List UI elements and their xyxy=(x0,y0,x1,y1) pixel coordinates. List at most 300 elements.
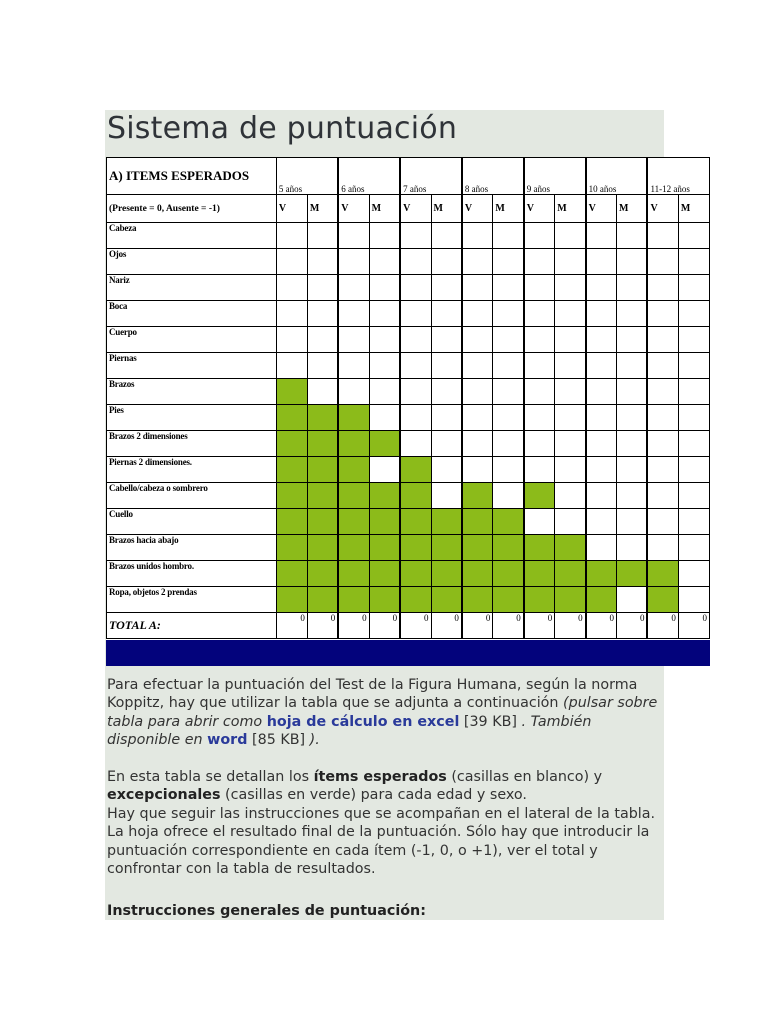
instructions-heading-text: Instrucciones generales de puntuación: xyxy=(107,903,426,919)
scoring-table[interactable] xyxy=(106,157,710,666)
expected-cell[interactable] xyxy=(307,327,338,353)
expected-cell[interactable] xyxy=(524,301,555,327)
exceptional-cell[interactable] xyxy=(276,561,307,587)
exceptional-cell[interactable] xyxy=(338,509,369,535)
subheader-row xyxy=(107,195,710,223)
expected-cell[interactable] xyxy=(431,483,462,509)
expected-cell[interactable] xyxy=(338,353,369,379)
word-size: [85 KB] xyxy=(247,732,310,749)
exceptional-cell[interactable] xyxy=(462,561,493,587)
intro-note-1: (pulsar sobre tabla para abrir como xyxy=(107,695,658,730)
expected-cell[interactable] xyxy=(493,275,524,301)
expected-cell[interactable] xyxy=(586,249,617,275)
exceptional-cell[interactable] xyxy=(400,561,431,587)
expected-cell[interactable] xyxy=(617,223,648,249)
expected-cell[interactable] xyxy=(617,457,648,483)
expected-cell[interactable] xyxy=(400,405,431,431)
expected-cell[interactable] xyxy=(678,353,709,379)
table-row xyxy=(107,223,710,249)
expected-cell[interactable] xyxy=(400,223,431,249)
exceptional-cell[interactable] xyxy=(555,535,586,561)
exceptional-cell[interactable] xyxy=(524,483,555,509)
table-row xyxy=(107,483,710,509)
expected-cell[interactable] xyxy=(586,353,617,379)
header-row xyxy=(107,158,710,195)
expected-cell[interactable] xyxy=(493,457,524,483)
expected-cell[interactable] xyxy=(678,431,709,457)
expected-cell[interactable] xyxy=(338,223,369,249)
exceptional-cell[interactable] xyxy=(307,457,338,483)
expected-cell[interactable] xyxy=(617,275,648,301)
total-value: 0 xyxy=(647,613,678,639)
expected-cell[interactable] xyxy=(369,379,400,405)
exceptional-cell[interactable] xyxy=(431,587,462,613)
expected-cell[interactable] xyxy=(400,353,431,379)
explanation-text-4: Hay que seguir las instrucciones que se acompañan en el lateral de la tabla. La hoja ofrece el resultado final de la puntuación. Sólo hay que introducir la puntuación correspondiente en cada ítem (-1, 0, o +1), ver el total y confrontar con la tabla de resultados. xyxy=(107,805,656,878)
expected-cell[interactable] xyxy=(369,249,400,275)
expected-cell[interactable] xyxy=(586,483,617,509)
expected-cell[interactable] xyxy=(647,275,678,301)
expected-cell[interactable] xyxy=(431,405,462,431)
expected-cell[interactable] xyxy=(617,327,648,353)
total-value: 0 xyxy=(617,613,648,639)
expected-cell[interactable] xyxy=(617,535,648,561)
exceptional-cell[interactable] xyxy=(400,535,431,561)
exceptional-cell[interactable] xyxy=(276,535,307,561)
sex-label: M xyxy=(431,195,462,223)
expected-cell[interactable] xyxy=(524,509,555,535)
exceptional-cell[interactable] xyxy=(524,535,555,561)
exceptional-cell[interactable] xyxy=(524,561,555,587)
expected-cell[interactable] xyxy=(276,353,307,379)
expected-cell[interactable] xyxy=(462,457,493,483)
total-value: 0 xyxy=(678,613,709,639)
exceptional-cell[interactable] xyxy=(369,561,400,587)
explanation-text-3: (casillas en verde) para cada edad y sexo. xyxy=(220,787,527,804)
exceptional-cell[interactable] xyxy=(338,535,369,561)
expected-cell[interactable] xyxy=(586,405,617,431)
age-group-label: 6 años xyxy=(338,158,400,195)
expected-cell[interactable] xyxy=(524,223,555,249)
expected-cell[interactable] xyxy=(369,327,400,353)
expected-cell[interactable] xyxy=(555,301,586,327)
total-value: 0 xyxy=(524,613,555,639)
expected-cell[interactable] xyxy=(307,275,338,301)
sex-label: V xyxy=(647,195,678,223)
expected-cell[interactable] xyxy=(493,327,524,353)
expected-cell[interactable] xyxy=(555,249,586,275)
total-row xyxy=(107,613,710,639)
expected-cell[interactable] xyxy=(647,249,678,275)
expected-cell[interactable] xyxy=(678,301,709,327)
explanation-text-1: En esta tabla se detallan los xyxy=(107,769,314,785)
table-row xyxy=(107,379,710,405)
total-value: 0 xyxy=(276,613,307,639)
item-label: Ropa, objetos 2 prendas xyxy=(107,587,277,613)
exceptional-cell[interactable] xyxy=(338,405,369,431)
item-label: Piernas xyxy=(107,353,277,379)
expected-cell[interactable] xyxy=(647,223,678,249)
total-value: 0 xyxy=(400,613,431,639)
exceptional-cell[interactable] xyxy=(431,509,462,535)
exceptional-cell[interactable] xyxy=(369,509,400,535)
expected-cell[interactable] xyxy=(431,249,462,275)
expected-cell[interactable] xyxy=(647,379,678,405)
instructions-heading xyxy=(107,902,667,920)
expected-cell[interactable] xyxy=(400,431,431,457)
expected-cell[interactable] xyxy=(462,353,493,379)
exceptional-cell[interactable] xyxy=(493,587,524,613)
age-group-label: 9 años xyxy=(524,158,586,195)
exceptional-cell[interactable] xyxy=(647,587,678,613)
table-row xyxy=(107,405,710,431)
expected-cell[interactable] xyxy=(555,457,586,483)
exceptional-cell[interactable] xyxy=(307,587,338,613)
table-row xyxy=(107,327,710,353)
exceptional-cell[interactable] xyxy=(276,587,307,613)
expected-cell[interactable] xyxy=(617,483,648,509)
total-value: 0 xyxy=(338,613,369,639)
exceptional-cell[interactable] xyxy=(369,431,400,457)
expected-cell[interactable] xyxy=(586,223,617,249)
expected-cell[interactable] xyxy=(524,379,555,405)
age-group-label: 5 años xyxy=(276,158,338,195)
expected-cell[interactable] xyxy=(678,223,709,249)
expected-cell[interactable] xyxy=(462,379,493,405)
age-group-label: 11-12 años xyxy=(647,158,709,195)
exceptional-cell[interactable] xyxy=(400,587,431,613)
expected-cell[interactable] xyxy=(400,249,431,275)
item-label: Brazos hacia abajo xyxy=(107,535,277,561)
age-group-label: 7 años xyxy=(400,158,462,195)
expected-cell[interactable] xyxy=(678,561,709,587)
expected-cell[interactable] xyxy=(617,509,648,535)
item-label: Nariz xyxy=(107,275,277,301)
exceptional-cell[interactable] xyxy=(338,561,369,587)
expected-cell[interactable] xyxy=(431,431,462,457)
expected-cell[interactable] xyxy=(524,353,555,379)
expected-cell[interactable] xyxy=(462,431,493,457)
total-value: 0 xyxy=(462,613,493,639)
expected-cell[interactable] xyxy=(369,275,400,301)
exceptional-cell[interactable] xyxy=(400,483,431,509)
expected-cell[interactable] xyxy=(647,405,678,431)
sex-label: V xyxy=(586,195,617,223)
exceptional-cell[interactable] xyxy=(462,509,493,535)
age-group-label: 10 años xyxy=(586,158,648,195)
table-footer-bar xyxy=(106,640,710,666)
table-row xyxy=(107,249,710,275)
exceptional-cell[interactable] xyxy=(307,535,338,561)
expected-cell[interactable] xyxy=(431,379,462,405)
expected-cell[interactable] xyxy=(276,223,307,249)
table-row xyxy=(107,431,710,457)
expected-cell[interactable] xyxy=(586,431,617,457)
item-label: Brazos xyxy=(107,379,277,405)
exceptional-cell[interactable] xyxy=(307,483,338,509)
expected-cell[interactable] xyxy=(524,327,555,353)
exceptional-cell[interactable] xyxy=(307,509,338,535)
table-row xyxy=(107,301,710,327)
expected-cell[interactable] xyxy=(462,249,493,275)
sex-label: V xyxy=(276,195,307,223)
expected-cell[interactable] xyxy=(431,275,462,301)
scoring-grid[interactable] xyxy=(106,157,710,639)
item-label: Boca xyxy=(107,301,277,327)
expected-cell[interactable] xyxy=(338,379,369,405)
expected-cell[interactable] xyxy=(617,405,648,431)
expected-cell[interactable] xyxy=(493,249,524,275)
expected-cell[interactable] xyxy=(431,353,462,379)
explanation-paragraph xyxy=(107,768,667,878)
scoring-legend: (Presente = 0, Ausente = -1) xyxy=(107,195,277,223)
exceptional-cell[interactable] xyxy=(524,587,555,613)
page-title: Sistema de puntuación xyxy=(107,111,458,146)
total-label: TOTAL A: xyxy=(107,613,277,639)
table-row xyxy=(107,535,710,561)
item-label: Cabello/cabeza o sombrero xyxy=(107,483,277,509)
expected-cell[interactable] xyxy=(555,483,586,509)
total-value: 0 xyxy=(555,613,586,639)
exceptional-cell[interactable] xyxy=(338,431,369,457)
exceptional-cell[interactable] xyxy=(586,587,617,613)
sex-label: M xyxy=(678,195,709,223)
word-link[interactable]: word xyxy=(207,732,248,749)
expected-cell[interactable] xyxy=(462,223,493,249)
total-value: 0 xyxy=(493,613,524,639)
expected-cell[interactable] xyxy=(617,587,648,613)
expected-cell[interactable] xyxy=(617,353,648,379)
expected-cell[interactable] xyxy=(524,275,555,301)
exceptional-cell[interactable] xyxy=(555,561,586,587)
intro-note-2: . También disponible en xyxy=(107,713,592,749)
excel-size: [39 KB] xyxy=(459,713,522,730)
expected-cell[interactable] xyxy=(462,327,493,353)
exceptional-cell[interactable] xyxy=(338,587,369,613)
expected-cell[interactable] xyxy=(400,301,431,327)
expected-cell[interactable] xyxy=(678,457,709,483)
expected-cell[interactable] xyxy=(678,587,709,613)
sex-label: V xyxy=(524,195,555,223)
expected-cell[interactable] xyxy=(369,301,400,327)
expected-cell[interactable] xyxy=(493,405,524,431)
exceptional-cell[interactable] xyxy=(276,483,307,509)
expected-cell[interactable] xyxy=(400,379,431,405)
expected-cell[interactable] xyxy=(678,249,709,275)
expected-cell[interactable] xyxy=(338,327,369,353)
exceptional-cell[interactable] xyxy=(276,379,307,405)
expected-cell[interactable] xyxy=(524,249,555,275)
exceptional-cell[interactable] xyxy=(493,561,524,587)
explanation-text-2: (casillas en blanco) y xyxy=(446,769,603,785)
expected-cell[interactable] xyxy=(338,301,369,327)
expected-cell[interactable] xyxy=(586,535,617,561)
exceptional-cell[interactable] xyxy=(369,587,400,613)
exceptional-cell[interactable] xyxy=(462,587,493,613)
expected-cell[interactable] xyxy=(431,327,462,353)
expected-cell[interactable] xyxy=(617,301,648,327)
expected-cell[interactable] xyxy=(493,353,524,379)
sex-label: M xyxy=(369,195,400,223)
exceptional-cell[interactable] xyxy=(493,535,524,561)
exceptional-cell[interactable] xyxy=(493,509,524,535)
sex-label: M xyxy=(493,195,524,223)
item-label: Cuerpo xyxy=(107,327,277,353)
exceptional-cell[interactable] xyxy=(276,431,307,457)
expected-cell[interactable] xyxy=(462,405,493,431)
expected-cell[interactable] xyxy=(276,327,307,353)
expected-cell[interactable] xyxy=(493,301,524,327)
exceptional-cell[interactable] xyxy=(617,561,648,587)
table-row xyxy=(107,561,710,587)
intro-note-3: ). xyxy=(309,732,320,749)
expected-cell[interactable] xyxy=(555,327,586,353)
total-value: 0 xyxy=(369,613,400,639)
expected-cell[interactable] xyxy=(647,535,678,561)
expected-cell[interactable] xyxy=(555,431,586,457)
expected-cell[interactable] xyxy=(678,483,709,509)
item-label: Piernas 2 dimensiones. xyxy=(107,457,277,483)
expected-cell[interactable] xyxy=(307,223,338,249)
sex-label: M xyxy=(307,195,338,223)
exceptional-cell[interactable] xyxy=(307,431,338,457)
exceptional-cell[interactable] xyxy=(400,509,431,535)
expected-cell[interactable] xyxy=(647,509,678,535)
expected-cell[interactable] xyxy=(586,509,617,535)
expected-cell[interactable] xyxy=(647,301,678,327)
exceptional-cell[interactable] xyxy=(338,483,369,509)
sex-label: M xyxy=(617,195,648,223)
expected-cell[interactable] xyxy=(338,275,369,301)
item-label: Cuello xyxy=(107,509,277,535)
table-row xyxy=(107,457,710,483)
expected-cell[interactable] xyxy=(617,379,648,405)
expected-cell[interactable] xyxy=(647,457,678,483)
expected-cell[interactable] xyxy=(586,327,617,353)
total-value: 0 xyxy=(431,613,462,639)
expected-cell[interactable] xyxy=(524,431,555,457)
expected-cell[interactable] xyxy=(586,379,617,405)
expected-cell[interactable] xyxy=(617,249,648,275)
expected-cell[interactable] xyxy=(307,249,338,275)
expected-cell[interactable] xyxy=(555,509,586,535)
exceptional-cell[interactable] xyxy=(431,561,462,587)
expected-cell[interactable] xyxy=(678,379,709,405)
expected-cell[interactable] xyxy=(586,301,617,327)
exceptional-cell[interactable] xyxy=(462,535,493,561)
sex-label: V xyxy=(462,195,493,223)
total-value: 0 xyxy=(307,613,338,639)
expected-cell[interactable] xyxy=(678,275,709,301)
expected-cell[interactable] xyxy=(555,353,586,379)
item-label: Brazos unidos hombro. xyxy=(107,561,277,587)
expected-cell[interactable] xyxy=(276,275,307,301)
item-label: Brazos 2 dimensiones xyxy=(107,431,277,457)
expected-cell[interactable] xyxy=(555,275,586,301)
exceptional-cell[interactable] xyxy=(338,457,369,483)
table-row xyxy=(107,275,710,301)
expected-cell[interactable] xyxy=(369,223,400,249)
table-header: A) ITEMS ESPERADOS xyxy=(107,158,277,195)
exceptional-cell[interactable] xyxy=(276,509,307,535)
expected-cell[interactable] xyxy=(678,405,709,431)
sex-label: V xyxy=(400,195,431,223)
sex-label: V xyxy=(338,195,369,223)
expected-cell[interactable] xyxy=(647,483,678,509)
expected-cell[interactable] xyxy=(555,223,586,249)
intro-text-1: Para efectuar la puntuación del Test de la Figura Humana, según la norma Koppitz, hay que utilizar la tabla que se adjunta a continuación xyxy=(107,677,638,712)
exceptional-items-term: excepcionales xyxy=(107,787,221,804)
expected-cell[interactable] xyxy=(431,457,462,483)
expected-cell[interactable] xyxy=(276,301,307,327)
expected-items-term: ítems esperados xyxy=(313,769,447,785)
expected-cell[interactable] xyxy=(678,535,709,561)
expected-cell[interactable] xyxy=(369,353,400,379)
exceptional-cell[interactable] xyxy=(276,457,307,483)
expected-cell[interactable] xyxy=(493,379,524,405)
item-label: Ojos xyxy=(107,249,277,275)
exceptional-cell[interactable] xyxy=(369,535,400,561)
expected-cell[interactable] xyxy=(586,457,617,483)
expected-cell[interactable] xyxy=(462,275,493,301)
exceptional-cell[interactable] xyxy=(647,561,678,587)
expected-cell[interactable] xyxy=(678,509,709,535)
exceptional-cell[interactable] xyxy=(555,587,586,613)
expected-cell[interactable] xyxy=(431,223,462,249)
exceptional-cell[interactable] xyxy=(462,483,493,509)
expected-cell[interactable] xyxy=(493,483,524,509)
exceptional-cell[interactable] xyxy=(307,561,338,587)
expected-cell[interactable] xyxy=(586,275,617,301)
total-value: 0 xyxy=(586,613,617,639)
exceptional-cell[interactable] xyxy=(307,405,338,431)
expected-cell[interactable] xyxy=(647,327,678,353)
expected-cell[interactable] xyxy=(647,353,678,379)
expected-cell[interactable] xyxy=(493,431,524,457)
expected-cell[interactable] xyxy=(524,405,555,431)
exceptional-cell[interactable] xyxy=(586,561,617,587)
expected-cell[interactable] xyxy=(369,457,400,483)
expected-cell[interactable] xyxy=(524,457,555,483)
expected-cell[interactable] xyxy=(555,405,586,431)
table-row xyxy=(107,509,710,535)
expected-cell[interactable] xyxy=(400,327,431,353)
exceptional-cell[interactable] xyxy=(276,405,307,431)
expected-cell[interactable] xyxy=(493,223,524,249)
exceptional-cell[interactable] xyxy=(400,457,431,483)
expected-cell[interactable] xyxy=(307,301,338,327)
excel-link[interactable]: hoja de cálculo en excel xyxy=(266,713,460,730)
expected-cell[interactable] xyxy=(369,405,400,431)
expected-cell[interactable] xyxy=(647,431,678,457)
expected-cell[interactable] xyxy=(307,353,338,379)
expected-cell[interactable] xyxy=(338,249,369,275)
expected-cell[interactable] xyxy=(400,275,431,301)
age-group-label: 8 años xyxy=(462,158,524,195)
exceptional-cell[interactable] xyxy=(369,483,400,509)
item-label: Pies xyxy=(107,405,277,431)
expected-cell[interactable] xyxy=(617,431,648,457)
expected-cell[interactable] xyxy=(678,327,709,353)
expected-cell[interactable] xyxy=(276,249,307,275)
intro-paragraph xyxy=(107,676,667,750)
table-row xyxy=(107,587,710,613)
expected-cell[interactable] xyxy=(307,379,338,405)
expected-cell[interactable] xyxy=(462,301,493,327)
exceptional-cell[interactable] xyxy=(431,535,462,561)
expected-cell[interactable] xyxy=(431,301,462,327)
expected-cell[interactable] xyxy=(555,379,586,405)
